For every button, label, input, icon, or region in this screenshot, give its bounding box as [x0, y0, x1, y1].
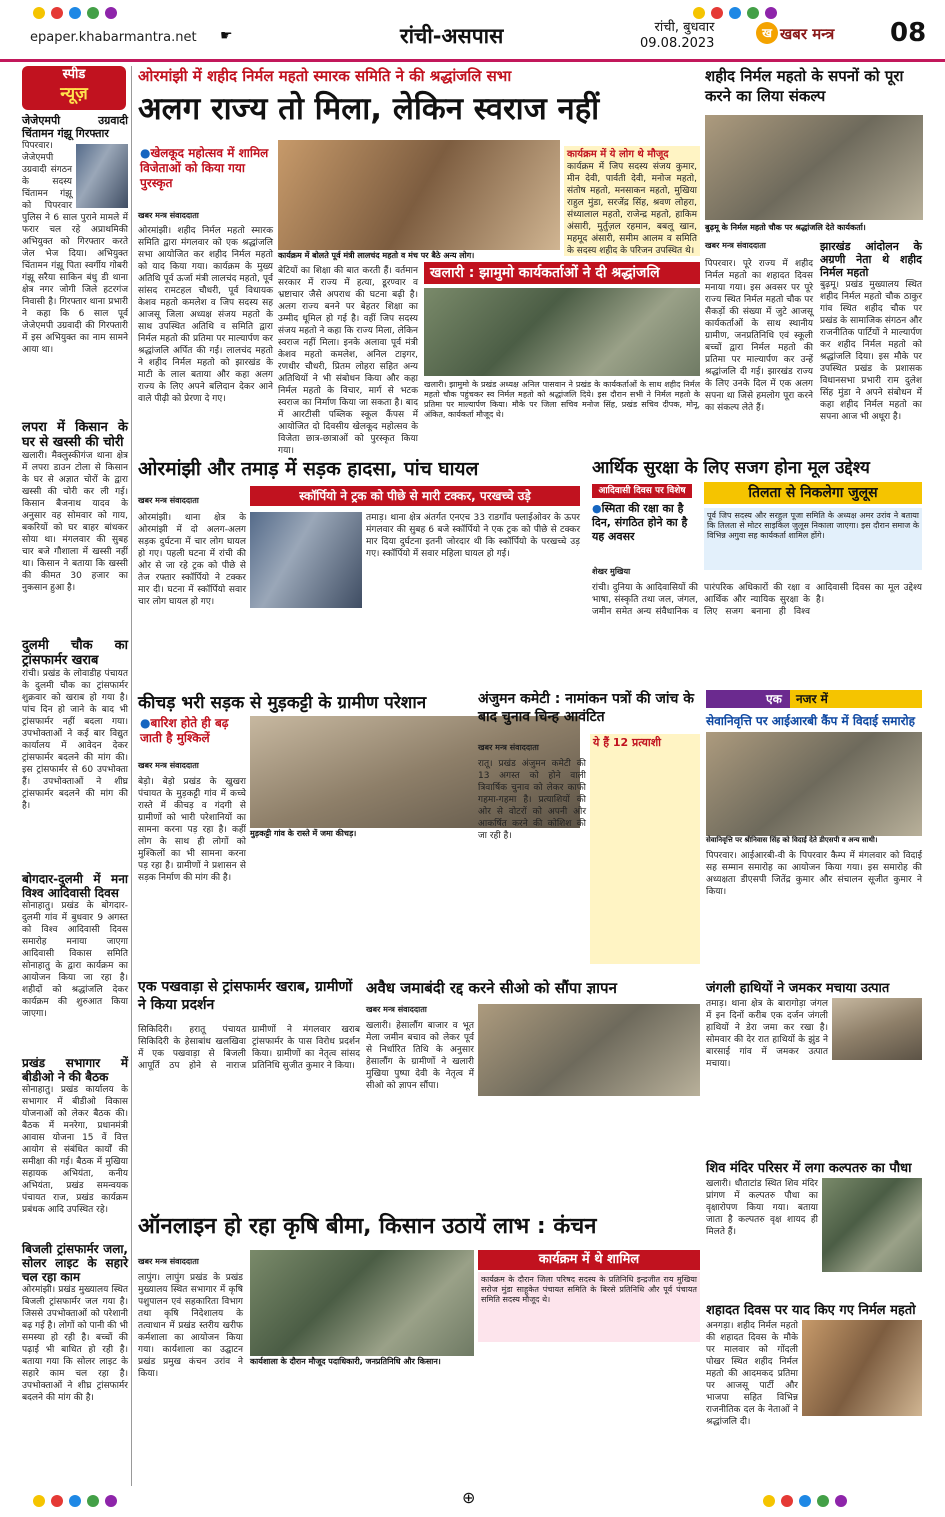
accused-photo — [76, 144, 128, 208]
left-story-1 — [22, 114, 128, 414]
story6-cap1: सेवानिवृत्ति पर श्रीनिवास सिंह को विदाई देते डीएसपी व अन्य साथी। — [706, 836, 922, 848]
story1-sub: खेलकूद महोत्सव में शामिल विजेताओं को किया गया पुरस्कृत — [140, 146, 269, 190]
story6-t4: अनगड़ा। शहीद निर्मल महतो की शहादत दिवस के मौके पर मालवार को गोंदली पोखर स्थित शहीद निर्मल महतो की आदमकद प्रतिमा पर आजसू पार्टी और भाजपा सहित विभिन्न राजनीतिक दल के नेताओं ने श्रद्धांजलि दी। — [706, 1321, 798, 1427]
story1-box-title: कार्यक्रम में ये लोग थे मौजूद — [567, 149, 669, 160]
story2-byline: खबर मन्त्र संवाददाता — [138, 496, 199, 505]
place-day: रांची, बुधवार — [654, 20, 715, 35]
story9-photo — [250, 1250, 474, 1356]
story6-h3: शिव मंदिर परिसर में लगा कल्पतरु का पौधा — [706, 1161, 912, 1176]
left-story-5 — [22, 1056, 128, 1236]
story8-byline: खबर मन्त्र संवाददाता — [366, 1005, 427, 1014]
right1-caption: बुढ़मू के निर्मल महतो चौक पर श्रद्धांजलि देते कार्यकर्ता। — [705, 222, 923, 234]
left-h1: जेजेएमपी उग्रवादी चिंतामन गंझू गिरफ्तार — [22, 114, 128, 140]
story1-photo — [278, 140, 560, 250]
story4-headline: कीचड़ भरी सड़क से मुड़कट्टी के ग्रामीण परेशान — [138, 693, 427, 713]
left-h3: दुलमी चौक का ट्रांसफार्मर खराब — [22, 638, 128, 668]
story2-photo — [250, 512, 362, 608]
left-t4: सोनाहातु। प्रखंड के बोगदार-दुलमी गांव में बुधवार 9 अगस्त को विश्व आदिवासी दिवस समारोह मनाया जाएगा आदिवासी विकास समिति सोनाहातु के द्वारा कार्यक्रम का आयोजन किया जा रहा है। शहीदों को श्रद्धांजलि देकर कार्यक्रम की शुरुआत किया जाएगा। — [22, 901, 128, 1019]
pointer-cursor-icon: ☛ — [220, 28, 233, 44]
story5-byline: खबर मन्त्र संवाददाता — [478, 743, 539, 752]
bullet-icon: ● — [140, 716, 151, 730]
story6-photo3 — [822, 1178, 922, 1272]
story3-byline: शेखर मुखिया — [592, 567, 631, 576]
left-t3: रांची। प्रखंड के लोवाडीह पंचायत के दुलमी चौक का ट्रांसफार्मर शुक्रवार को खराब हो गया है। पांच दिन हो जाने के बाद भी ट्रांसफार्मर नहीं बदला गया। उपभोक्ताओं ने कई बार विद्युत कार्यालय में आवेदन देकर ट्रांसफार्मर बदलने की मांग की। इस ट्रांसफार्मर से 60 उपभोक्ता हैं। उपभोक्ताओं ने शीघ्र ट्रांसफार्मर बदलने की मांग की है। — [22, 669, 128, 811]
story3-julus-text: पूर्व जिप सदस्य और सरहुल पूजा समिति के अध्यक्ष अमर उरांव ने बताया कि तिलता से मोटर साइकिल जुलूस निकाला जाएगा। इस दौरान समाज के विभिन्न अगुवा सह कार्यकर्ता शामिल होंगे। — [704, 508, 922, 570]
story4-byline: खबर मन्त्र संवाददाता — [138, 761, 199, 770]
bullet-icon: ● — [140, 146, 151, 160]
right1-photo — [705, 115, 923, 220]
khalari-photo — [424, 288, 700, 376]
story9-box: कार्यक्रम में थे शामिल — [478, 1250, 700, 1270]
left-h6: बिजली ट्रांसफार्मर जला, सोलर लाइट के सहारे चल रहा काम — [22, 1242, 128, 1284]
color-dots-bottom-left — [30, 1492, 120, 1511]
story2-body2: तमाड़। थाना क्षेत्र अंतर्गत एनएच 33 राडगाँव फ्लाईओवर के ऊपर मंगलवार की सुबह 6 बजे स्कॉर्पियो ने एक ट्रक को पीछे से टक्कर मार दिया दुर्घटना इतनी जोरदार थी कि स्कॉर्पियो के परखच्चे उड़ गए। स्कॉर्पियो में सवार महिला घायल हो गई। — [366, 513, 580, 559]
elephant-damage-photo — [832, 998, 922, 1060]
left-t2: खलारी। मैक्लुस्कीगंज थाना क्षेत्र में लपरा डाउन टोला से किसान के घर से अज्ञात चोरों के द्वारा खस्सी की चोरी कर ली गई। किसान बैजनाथ यादव के अनुसार वह सोमवार को गाय, बकरियों को घर बाहर बांधकर सोया था। मंगलवार की सुबह चार बजे गौशाला में खस्सी नहीं था। किसान ने बताया कि खस्सी की कीमत 30 हजार का नुकसान हुआ है। — [22, 451, 128, 593]
left-t6: ओरमांझी। प्रखंड मुख्यालय स्थित बिजली ट्रांसफार्मर जल गया है। जिससे उपभोक्ताओं को परेशानी बढ़ गई है। लोगों को पानी की भी समस्या हो रही है। बच्चों की पढ़ाई भी बाधित हो रही है। बताया गया कि सोलर लाइट के सहारे काम चल रहा है। उपभोक्ताओं ने शीघ्र ट्रांसफार्मर बदलने की मांग की है। — [22, 1285, 128, 1403]
story5-box — [590, 734, 700, 964]
ek-nazar-b: नजर में — [790, 690, 922, 708]
story6-t3: खलारी। धौताटांड स्थित शिव मंदिर प्रांगण में कल्पतरु पौधा का वृक्षारोपण किया गया। बताया जाता है कल्पतरु वृक्ष शायद ही मिलते हैं। — [706, 1179, 818, 1237]
left-h4: बोगदार-दुलमी में मना विश्व आदिवासी दिवस — [22, 872, 128, 900]
color-dots-top-left — [30, 4, 120, 23]
story6-photo1 — [706, 732, 922, 836]
story1-body2: बेटियों का शिक्षा की बात करती हैं। वर्तमान सरकार में राज्य में हत्या, डूरण्वार व भ्रष्टाचार जैसे अपराध की घटना बढ़ी है। अलग राज्य बनने पर बेहतर शिक्षा का उम्मीद धूमिल हो गई है। वहीं जिप सदस्य संजय महतो ने कहा कि राज्य मिला, लेकिन स्वराज नहीं मिला। इनके अलावा पूर्व मंत्री केशव महतो कमलेश, अनिल टाइगर, रणधीर चौधरी, प्रितम लोहरा सहित अन्य अतिथियों ने भी संबोधन किया और कहा निर्मल महतो के विचार, मार्ग से भटक स्वराज का निर्माण किया जा सकता है। बाद में आरटीसी पब्लिक स्कूल कैंपस में आयोजित दो दिवसीय खेलकूद महोत्सव के विजेता छात्र-छात्राओं को पुरस्कृत किया गया। — [278, 266, 418, 456]
story3-julus: तिलता से निकलेगा जुलूस — [704, 482, 922, 504]
story1-body1: ओरमांझी। शहीद निर्मल महतो स्मारक समिति द्वारा मंगलवार को एक श्रद्धांजलि सभा आयोजित कर शहीद निर्मल महतो को याद किया गया। कार्यक्रम के मुख्य अतिथि पूर्व ऊर्जा मंत्री लालचंद महतो, पूर्व सांसद रामटहल चौधरी, पूर्व विधायक केशव महतो कमलेश व जिप सदस्य सह आजसू जिला अध्यक्ष संजय महतो के साथ उपस्थित अतिथि व समिति द्वारा निर्मल महतो की प्रतिमा पर माल्यार्पण कर श्रद्धांजलि अर्पित की गई। लालचंद महतो ने शहीद निर्मल महतो को झारखंड के माटी के लाल बताया और कहा अलग राज्य के लिए अपने बलिदान देकर आने वाले पीढ़ी को प्रेरणा दे गए। — [138, 226, 273, 404]
story1-box-text: कार्यक्रम में जिप सदस्य संजय कुमार, मीन देवी, पार्वती देवी, मनोज महतो, संतोष महतो, मनसाकन महतो, मुखिया राहुल मुंडा, सरजेंद्र सिंह, श्रवण लोहरा, संध्यालाल महतो, राजेन्द्र महतो, हाकिम अंसारी, मुर्तुज़ल रहमान, बबलू खान, महमूद अंसारी, समीम आलम व समिति के सदस्य शहीद के परिजन उपस्थित थे। — [567, 162, 697, 256]
registration-mark-icon: ⊕ — [462, 1488, 476, 1507]
site-url[interactable]: epaper.khabarmantra.net — [30, 30, 197, 45]
story2-headline: ओरमांझी और तमाड़ में सड़क हादसा, पांच घायल — [138, 458, 479, 480]
story9-body: लापुंग। लापुंग प्रखंड के प्रखंड मुख्यालय स्थित सभागार में कृषि पशुपालन एवं सहकारिता विभाग तथा कृषि निदेशालय के तत्वाधान में प्रखंड स्तरीय खरीफ कर्मशाला का आयोजन किया गया। कार्यशाला का उद्घाटन प्रखंड प्रमुख कंचन उरांव ने किया। — [138, 1273, 243, 1379]
color-dots-bottom-right — [760, 1492, 850, 1511]
story6-h2: जंगली हाथियों ने जमकर मचाया उत्पात — [706, 981, 890, 996]
date: 09.08.2023 — [640, 36, 715, 51]
section-title: रांची-असपास — [400, 24, 504, 48]
story8-photo — [478, 1004, 700, 1096]
right1-headline: शहीद निर्मल महतो के सपनों को पूरा करने का लिया संकल्प — [705, 67, 904, 105]
story1-kicker: ओरमांझी में शहीद निर्मल महतो स्मारक समिति ने की श्रद्धांजलि सभा — [138, 67, 512, 85]
brand-name: खबर मन्त्र — [780, 25, 835, 43]
story8-headline: अवैध जमाबंदी रद्द करने सीओ को सौंपा ज्ञापन — [366, 979, 617, 997]
page-number: 08 — [890, 18, 927, 48]
story5-body: रातू। प्रखंड अंजुमन कमेटी की 13 अगस्त को होने वाली त्रिवार्षिक चुनाव को लेकर काफी गहमा-गहमा है। प्रत्याशियों की ओर से वोटरों को अपनी ओर आकर्षित करने की कोशिश की जा रही है। — [478, 759, 586, 841]
story5-box-title: ये हैं 12 प्रत्याशी — [593, 736, 662, 749]
story3-tag: आदिवासी दिवस पर विशेष — [592, 484, 692, 498]
story6-h4: शहादत दिवस पर याद किए गए निर्मल महतो — [706, 1303, 916, 1318]
bullet-icon: ● — [592, 502, 602, 515]
khalari-title: खलारी : झामुमो कार्यकर्ताओं ने दी श्रद्धांजलि — [424, 262, 700, 284]
story1-caption: कार्यक्रम में बोलते पूर्व मंत्री लालचंद महतो व मंच पर बैठे अन्य लोग। — [278, 250, 560, 262]
story4-sub: बारिश होते ही बढ़ जाती है मुश्किलें — [140, 716, 229, 745]
story4-body: बेड़ो। बेड़ो प्रखंड के खुखरा पंचायत के मुड़कट्टी गांव में कच्चे रास्ते में कीचड़ व गंदगी से ग्रामीणों को भारी परेशानियों का सामना करना पड़ रहा है। कहीं लोग के साथ ही लोगों को मुश्किलों का भी सामना करना पड़ रहा है। ग्रामीणों ने प्रशासन से सड़क निर्माण की मांग की है। — [138, 777, 246, 883]
left-story-2 — [22, 420, 128, 635]
speed-news-line1: स्पीड — [62, 67, 86, 82]
story3-body: रांची। दुनिया के आदिवासियों की भाषा, संस्कृति तथा जल, जंगल, जमीन समेत अन्य संवैधानिक व पारंपरिक अधिकारों की रक्षा व आर्थिक और न्यायिक सुरक्षा के लिए सजग बनाना ही विश्व आदिवासी दिवस का मूल उद्देश्य है। — [592, 583, 922, 617]
brand-logo-icon: ख — [756, 22, 778, 44]
column-divider — [131, 66, 132, 1486]
story2-body1: ओरमांझी। थाना क्षेत्र के ओरमांझी में दो अलग-अलग सड़क दुर्घटना में चार लोग घायल हो गए। पहली घटना में रांची की ओर से जा रहे ट्रक को पीछे से तेज रफ्तार स्कॉर्पियो ने टक्कर मार दी। घटना में स्कॉर्पियो सवार चार लोग घायल हो गए। — [138, 513, 246, 607]
story2-sub: स्कॉर्पियो ने ट्रक को पीछे से मारी टक्कर, परखच्चे उड़े — [250, 486, 580, 506]
left-h2: लपरा में किसान के घर से खस्सी की चोरी — [22, 420, 128, 450]
speed-news-line2: न्यूज़ — [60, 84, 88, 104]
story9-headline: ऑनलाइन हो रहा कृषि बीमा, किसान उठायें लाभ : कंचन — [138, 1214, 597, 1239]
left-h5: प्रखंड सभागार में बीडीओ ने की बैठक — [22, 1056, 128, 1084]
story7-headline: एक पखवाड़ा से ट्रांसफार्मर खराब, ग्रामीणों ने किया प्रदर्शन — [138, 979, 353, 1013]
story6-t2-text: तमाड़। थाना क्षेत्र के बारागोड़ा जंगल में इन दिनों करीब एक दर्जन जंगली हाथियों ने डेरा जमा कर रखा है। सोमवार की देर रात हाथियों के झुंड ने बारसाई गांव में जमकर उत्पात मचाया। — [706, 999, 828, 1069]
speed-news-logo — [22, 66, 126, 110]
story4-caption: मुड़कट्टी गांव के रास्ते में जमा कीचड़। — [250, 828, 580, 840]
story9-byline: खबर मन्त्र संवाददाता — [138, 1257, 199, 1266]
story5-headline: अंजुमन कमेटी : नामांकन पत्रों की जांच के बाद चुनाव चिन्ह आवंटित — [478, 691, 695, 725]
left-story-4 — [22, 872, 128, 1052]
story3-headline: आर्थिक सुरक्षा के लिए सजग होना मूल उद्देश्य — [592, 458, 870, 478]
story6-t2 — [706, 998, 922, 1156]
story4-subhead — [140, 716, 246, 750]
right1-side-t: बुढ़मू। प्रखंड मुख्यालय स्थित शहीद निर्मल महतो चौक ठाकुर गांव स्थित शहीद चौक पर प्रखंड के सामाजिक संगठन और राजनीतिक पार्टियों ने माल्यार्पण कर शहीद निर्मल महतो को श्रद्धांजलि दिया। इस मौके पर उपस्थित प्रखंड के प्रशासक विधानसभा प्रभारी राम दुलेश सिंह मुंडा ने अपने संबोधन में कहा शहीद निर्मल महतो का सपना आज भी अधूरा है। — [820, 280, 922, 422]
right1-side-h: झारखंड आंदोलन के अग्रणी नेता थे शहीद निर्मल महतो — [820, 240, 922, 279]
story1-headline: अलग राज्य तो मिला, लेकिन स्वराज नहीं — [138, 91, 600, 127]
story6-t1: पिपरवार। आईआरबी-वी के पिपरवार कैम्प में मंगलवार को विदाई सह सम्मान समारोह का आयोजन किया गया। इस समारोह की अध्यक्षता डीएसपी जितेंद्र कुमार और संचालन सूजीत कुमार ने किया। — [706, 851, 922, 897]
story1-subhead — [140, 146, 275, 196]
story9-box-text: कार्यक्रम के दौरान जिला परिषद सदस्य के प्रतिनिधि इन्द्रजीत राय मुखिया सरोज मुंडा साहूकेत पंचायत समिति के बिरसे प्रतिनिधि और पूर्व पंचायत समिति सदस्य मौजूद थे। — [478, 1272, 700, 1342]
story3-subhead — [592, 502, 698, 552]
left-story-6 — [22, 1242, 128, 1482]
story6-h1: सेवानिवृत्ति पर आईआरबी कैंप में विदाई समारोह — [706, 714, 915, 728]
left-t5: सोनाहातु। प्रखंड कार्यालय के सभागार में बीडीओ विकास योजनाओं को लेकर बैठक की। बैठक में मनरेगा, प्रधानमंत्री आवास योजना 15 वें वित्त आयोग से संबंधित कार्यों की समीक्षा की गई। बैठक में मुखिया सहायक अभियंता, कनीय अभियंता, प्रखंड समन्वयक पंचायत राज, प्रखंड कार्यक्रम प्रबंधक आदि उपस्थित रहे। — [22, 1085, 128, 1215]
story8-body: खलारी। हेसालौंग बाजार व भूत मेला जमीन बचाव को लेकर पूर्व से निर्धारित तिथि के अनुसार हेसालौंग के ग्रामीणों ने खलारी मुखिया पुष्पा देवी के नेतृत्व में सीओ को ज्ञापन सौंपा। — [366, 1021, 474, 1091]
right1-byline: खबर मन्त्र संवाददाता — [705, 241, 766, 250]
ek-nazar-band — [706, 690, 922, 708]
left-story-3 — [22, 638, 128, 868]
dateline — [640, 20, 714, 52]
story7-body: सिकिदिरी। हरातू पंचायत सिकिदिरी के हेसाबांध खलखिवा में एक पखवाड़ा से बिजली आपूर्ति ठप होने से नाराज ग्रामीणों ने मंगलवार खराब ट्रांसफार्मर के पास विरोध प्रदर्शन किया। ग्रामीणों का नेतृत्व सांसद प्रतिनिधि सुजीत कुमार ने किया। — [138, 1025, 360, 1071]
story9-caption: कार्यशाला के दौरान मौजूद पदाधिकारी, जनप्रतिनिधि और किसान। — [250, 1356, 474, 1368]
story1-attendees-box — [564, 146, 700, 256]
story1-byline: खबर मन्त्र संवाददाता — [138, 211, 199, 220]
right1-body: पिपरवार। पूरे राज्य में शहीद निर्मल महतो का शहादत दिवस मनाया गया। इस अवसर पर पूरे राज्य स्थित निर्मल महतो चौक पर सैकड़ों की संख्या में जुटे आजसू कार्यकर्ताओं के साथ स्थानीय ग्रामीण, जनप्रतिनिधि एवं स्कूली बच्चों द्वारा निर्मल महतो की प्रतिमा पर माल्यार्पण कर उन्हें श्रद्धांजलि दी गई। झारखंड राज्य के लिए उनके दिल में एक अलग सपना था जिसे हमलोग पूरा करने का संकल्प लेते हैं। — [705, 259, 813, 413]
story3-sub: स्मिता की रक्षा का है दिन, संगठित होने का है यह अवसर — [592, 502, 688, 543]
khalari-caption: खलारी। झामुमो के प्रखंड अध्यक्ष अनिल पासवान ने प्रखंड के कार्यकर्ताओं के साथ शहीद निर्मल महतो चौक पहुंचकर स्व निर्मल महतो को श्रद्धांजलि दिये। इस दौरान सभी ने निर्मल महतो के प्रतिमा पर माल्यार्पण किया। मौके पर जिला सचिव मनोज सिंह, प्रखंड सचिव दीपक, मोनू, अंकित, कार्यकर्ता मौजूद थे। — [424, 380, 700, 419]
right1-side-story — [820, 240, 922, 450]
story6-photo4 — [802, 1320, 922, 1416]
left-t1: पिपरवार। जेजेएमपी उग्रवादी संगठन के सदस्य चिंतामन गंझू को पिपरवार पुलिस ने 6 साल पुराने मामले में फरार चल रहे अप्राथमिकी अभियुक्त को गिरफ्तार करते जेल भेज दिया। अभियुक्त चिंतामन गंझू पिता स्वर्गीय गोबरी गंझू सरैया साकिन बंधु डी थाना क्षेत्र नगर जोगी जिले हटरगंज निवासी है। गिरफ्तार थाना प्रभारी ने कहा कि 6 साल पूर्व जेजेएमपी उग्रवादी की गिरफ्तारी में इस अभियुक्त का नाम सामने आया था। — [22, 141, 128, 355]
ek-nazar-a: एक — [766, 692, 782, 706]
